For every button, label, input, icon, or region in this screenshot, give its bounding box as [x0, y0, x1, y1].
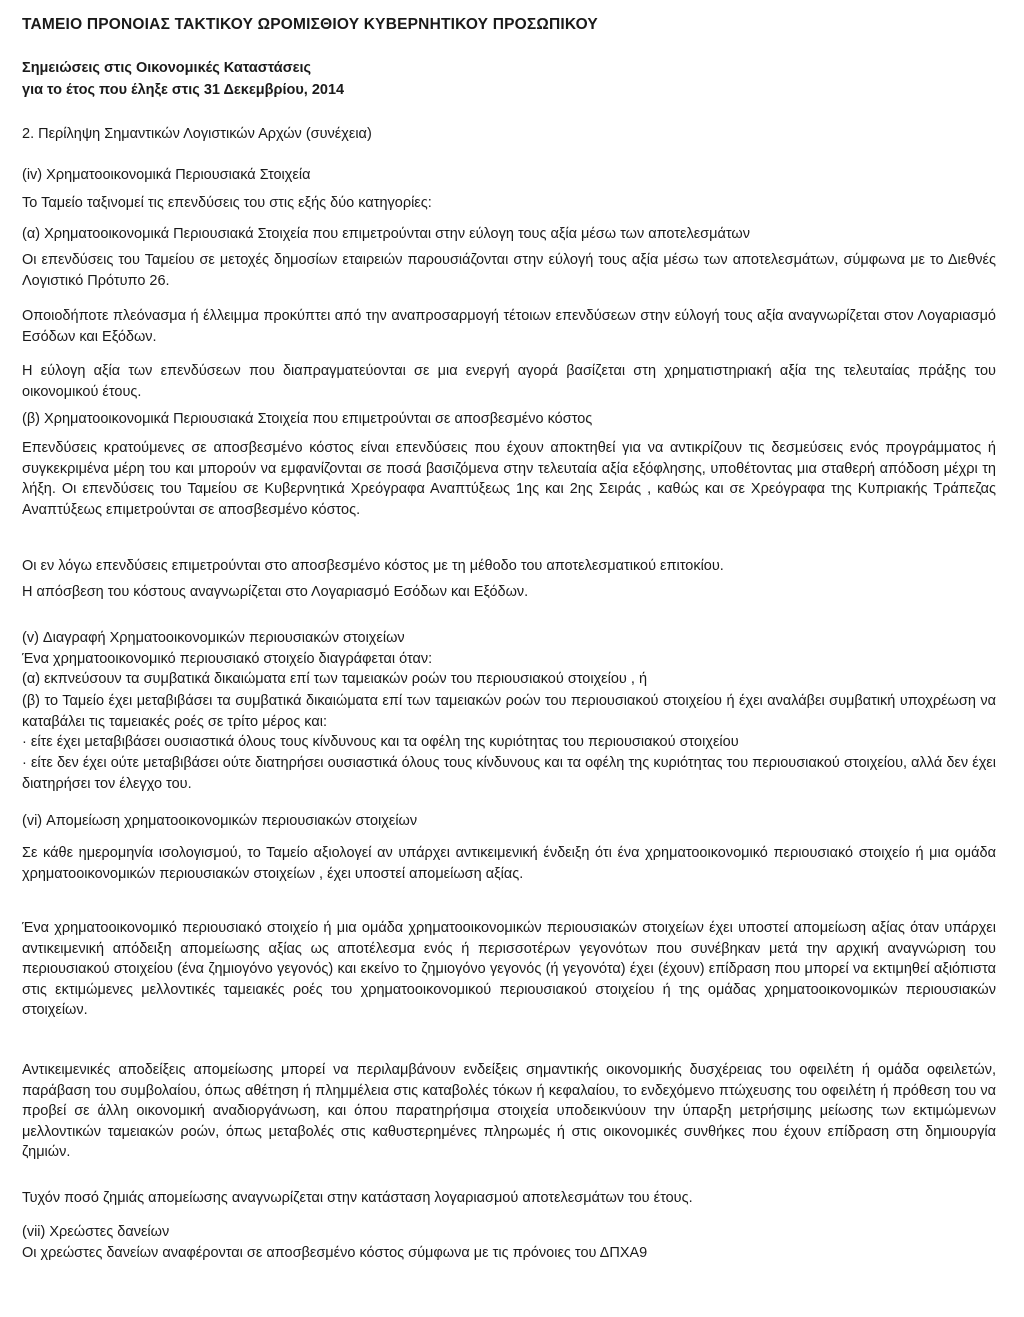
notes-subtitle: Σημειώσεις στις Οικονομικές Καταστάσεις	[22, 60, 312, 76]
v-intro: Ένα χρηματοοικονομικό περιουσιακό στοιχείο διαγράφεται όταν:	[22, 651, 433, 667]
iv-b-heading: (β) Χρηματοοικονομικά Περιουσιακά Στοιχεία που επιμετρούνται σε αποσβεσμένο κόστος	[22, 411, 593, 427]
year-subtitle: για το έτος που έληξε στις 31 Δεκεμβρίου, 2014	[22, 82, 345, 98]
v-heading: (v) Διαγραφή Χρηματοοικονομικών περιουσιακών στοιχείων	[22, 630, 405, 646]
iv-a-paragraph-3: Η εύλογη αξία των επενδύσεων που διαπραγματεύονται σε μια ενεργή αγορά βασίζεται στη χρηματιστηριακή αξία της τελευταίας πράξης του οικονομικού έτους.	[22, 363, 996, 400]
vii-heading: (vii) Χρεώστες δανείων	[22, 1224, 170, 1240]
iv-b-paragraph-2: Οι εν λόγω επενδύσεις επιμετρούνται στο αποσβεσμένο κόστος με τη μέθοδο του αποτελεσματικού επιτοκίου.	[22, 558, 724, 574]
iv-a-paragraph-2: Οποιοδήποτε πλεόνασμα ή έλλειμμα προκύπτει από την αναπροσαρμογή τέτοιων επενδύσεων στην εύλογή τους αξία αναγνωρίζεται στον Λογαριασμό Εσόδων και Εξόδων.	[22, 308, 996, 345]
v-item-b: (β) το Ταμείο έχει μεταβιβάσει τα συμβατικά δικαιώματα επί των ταμειακών ροών του περιουσιακού στοιχείου ή έχει αναλάβει συμβατική υποχρέωση να καταβάλει τις ταμειακές ροές σε τρίτο μέρος και:	[22, 693, 996, 730]
vi-paragraph-2: Ένα χρηματοοικονομικό περιουσιακό στοιχείο ή μια ομάδα χρηματοοικονομικών περιουσιακών στοιχείων έχει υποστεί απομείωση αξίας όταν υπάρχει αντικειμενική απόδειξη απομείωσης αξίας ως αποτέλεσμα ενός ή περισσοτέρων γεγονότων που συνέβηκαν μετά την αρχική αναγνώριση του περιουσιακού στοιχείου (ένα ζημιογόνο γεγονός) και εκείνο το ζημιογόνο γεγονός (ή γεγονότα) έχει (έχουν) επίδραση που μπορεί να εκτιμηθεί αξιόπιστα στις εκτιμώμενες μελλοντικές ταμειακές ροές του χρηματοοικονομικού περιουσιακού στοιχείου ή της ομάδας χρηματοοικονομικών περιουσιακών στοιχείων.	[22, 920, 996, 1019]
section-heading: 2. Περίληψη Σημαντικών Λογιστικών Αρχών (συνέχεια)	[22, 126, 372, 142]
vii-paragraph-1: Οι χρεώστες δανείων αναφέρονται σε αποσβεσμένο κόστος σύμφωνα με τις πρόνοιες του ΔΠΧΑ9	[22, 1245, 648, 1261]
v-item-a: (α) εκπνεύσουν τα συμβατικά δικαιώματα επί των ταμειακών ροών του περιουσιακού στοιχείου , ή	[22, 671, 648, 687]
vi-paragraph-1: Σε κάθε ημερομηνία ισολογισμού, το Ταμείο αξιολογεί αν υπάρχει αντικειμενική ένδειξη ότι ένα χρηματοοικονομικό περιουσιακό στοιχείο ή μια ομάδα χρηματοοικονομικών περιουσιακών στοιχείων , έχει υποστεί απομείωση αξίας.	[22, 845, 996, 882]
iv-a-heading: (α) Χρηματοοικονομικά Περιουσιακά Στοιχεία που επιμετρούνται στην εύλογη τους αξία μέσω των αποτελεσμάτων	[22, 226, 750, 242]
vi-paragraph-4: Τυχόν ποσό ζημιάς απομείωσης αναγνωρίζεται στην κατάσταση λογαριασμού αποτελεσμάτων του έτους.	[22, 1190, 693, 1206]
iv-a-paragraph-1: Οι επενδύσεις του Ταμείου σε μετοχές δημοσίων εταιρειών παρουσιάζονται στην εύλογή τους αξία μέσω των αποτελεσμάτων, σύμφωνα με το Διεθνές Λογιστικό Πρότυπο 26.	[22, 252, 996, 289]
iv-b-paragraph-1: Επενδύσεις κρατούμενες σε αποσβεσμένο κόστος είναι επενδύσεις που έχουν αποκτηθεί για να αντικρίζουν τις δεσμεύσεις ενός προγράμματος ή συγκεκριμένα μέρη του και μπορούν να εμφανίζονται σε ποσά βασιζόμενα στην τελευταία αξία εξόφλησης, υποθέτοντας μια σταθερή απόδοση μέχρι τη λήξη. Οι επενδύσεις του Ταμείου σε Κυβερνητικά Χρεόγραφα Αναπτύξεως 1ης και 2ης Σειράς , καθώς και σε Χρεόγραφα της Κυπριακής Τράπεζας Αναπτύξεως επιμετρούνται σε αποσβεσμένο κόστος.	[22, 440, 996, 518]
vi-paragraph-3: Αντικειμενικές αποδείξεις απομείωσης μπορεί να περιλαμβάνουν ενδείξεις σημαντικής οικονομικής δυσχέρειας του οφειλέτη ή ομάδα οφειλετών, παράβαση του συμβολαίου, όπως αθέτηση ή πλημμέλεια στις καταβολές τόκων ή κεφαλαίου, το ενδεχόμενο πτώχευσης του οφειλέτη ή πρόθεση του να προβεί σε άλλη οικονομική αναδιοργάνωση, και όπου παρατηρήσιμα στοιχεία υποδεικνύουν την ύπαρξη μετρήσιμης μείωσης των εκτιμώμενων μελλοντικών ταμειακών ροών, όπως μεταβολές στις καθυστερημένες πληρωμές ή στις οικονομικές συνθήκες που έχουν επίδραση στη δημιουργία ζημιών.	[22, 1062, 996, 1161]
vi-heading: (vi) Απομείωση χρηματοοικονομικών περιουσιακών στοιχείων	[22, 813, 418, 829]
fund-title: ΤΑΜΕΙΟ ΠΡΟΝΟΙΑΣ ΤΑΚΤΙΚΟΥ ΩΡΟΜΙΣΘΙΟΥ ΚΥΒΕΡΝΗΤΙΚΟΥ ΠΡΟΣΩΠΙΚΟΥ	[22, 16, 598, 33]
iv-b-paragraph-3: Η απόσβεση του κόστους αναγνωρίζεται στο Λογαριασμό Εσόδων και Εξόδων.	[22, 584, 529, 600]
v-bullet-1: · είτε έχει μεταβιβάσει ουσιαστικά όλους τους κίνδυνους και τα οφέλη της κυριότητας του περιουσιακού στοιχείου	[22, 734, 739, 750]
v-bullet-2: · είτε δεν έχει ούτε μεταβιβάσει ούτε διατηρήσει ουσιαστικά όλους τους κίνδυνους και τα οφέλη της κυριότητας του περιουσιακού στοιχείου, αλλά δεν έχει διατηρήσει τον έλεγχο του.	[22, 755, 996, 792]
iv-heading: (iv) Χρηματοοικονομικά Περιουσιακά Στοιχεία	[22, 167, 311, 183]
iv-intro: Το Ταμείο ταξινομεί τις επενδύσεις του στις εξής δύο κατηγορίες:	[22, 195, 432, 211]
